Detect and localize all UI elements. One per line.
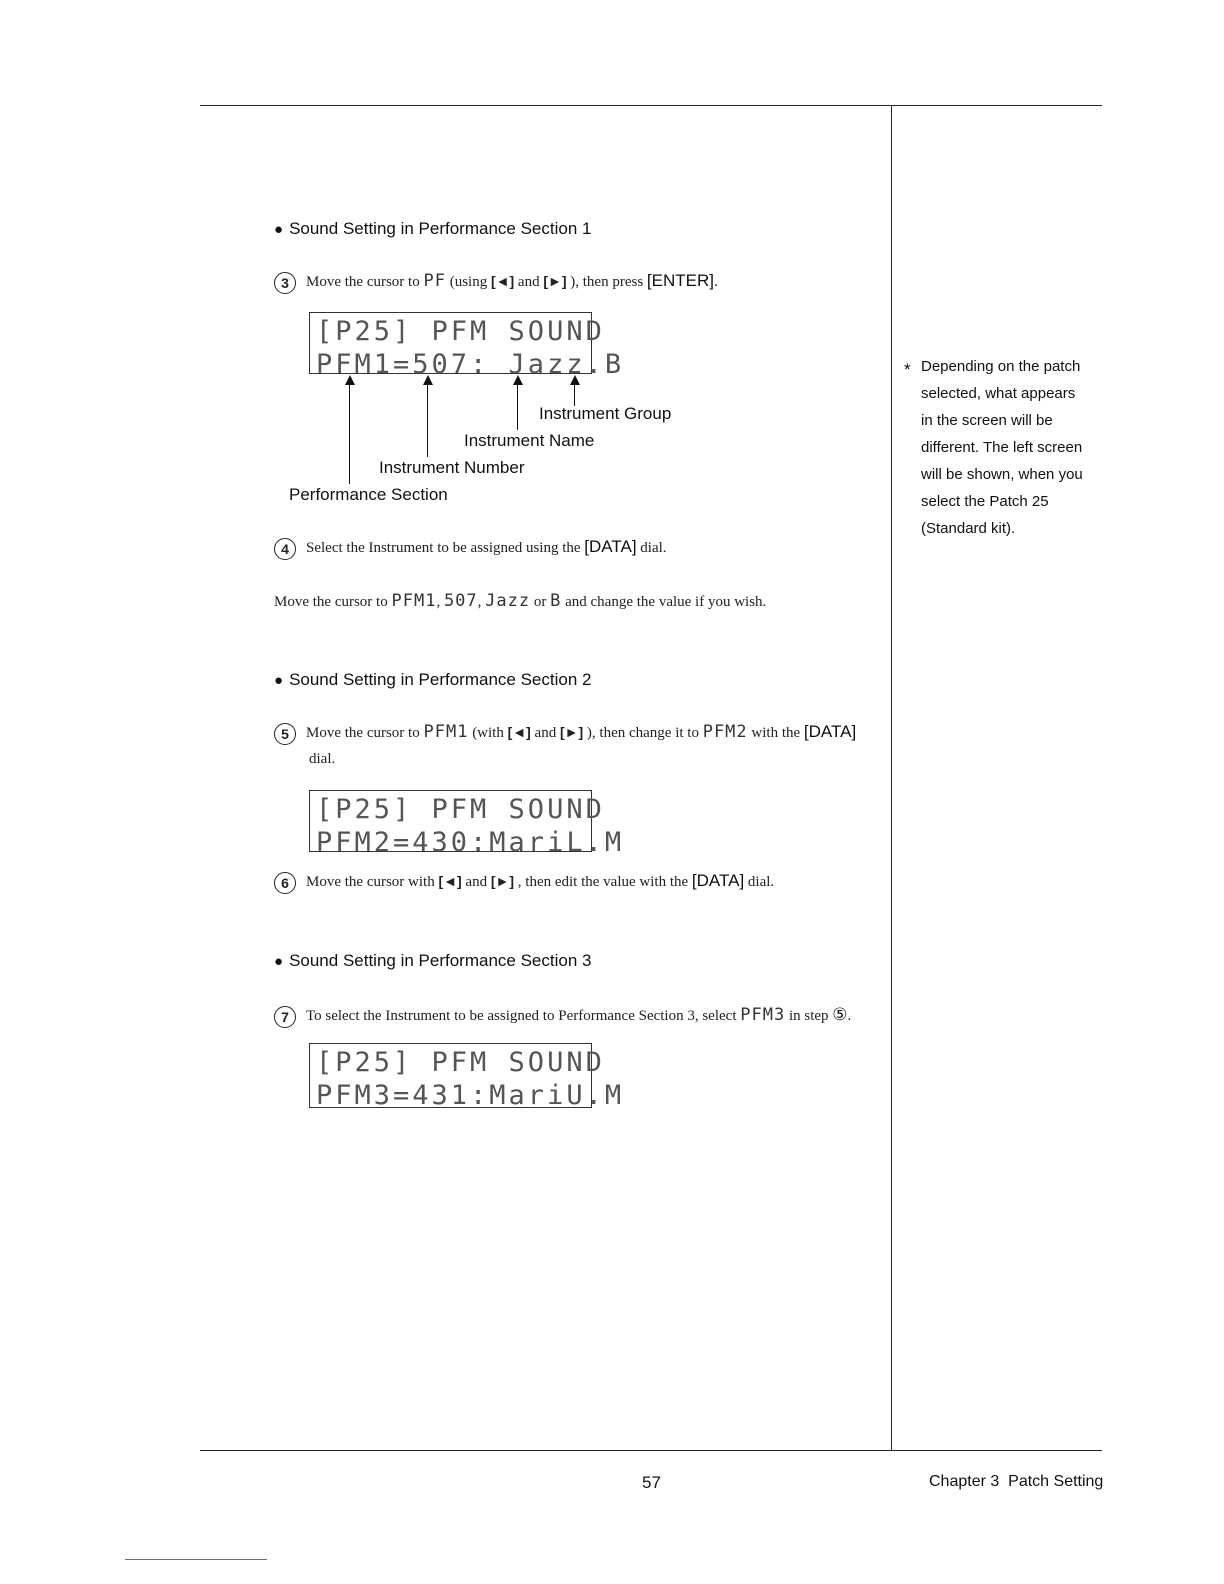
arrow-up-icon	[423, 375, 433, 385]
top-rule	[200, 105, 1102, 106]
sidenote-line: selected, what appears	[921, 385, 1076, 402]
step-number-6: 6	[274, 872, 296, 894]
sidenote-line: (Standard kit).	[921, 520, 1016, 537]
step-number-5: 5	[274, 723, 296, 745]
pointer-line-name	[517, 384, 518, 430]
display-text-pf: PF	[423, 271, 446, 291]
right-cursor-key: [►]	[490, 873, 515, 889]
chapter-footer	[929, 1473, 1103, 1491]
page-edge-rule	[125, 1559, 267, 1560]
arrow-up-icon	[570, 375, 580, 385]
step-5-continued: dial.	[309, 751, 336, 767]
step-3: 3 Move the cursor to PF (using [◄] and [►] ), then press [ENTER].	[274, 271, 718, 294]
lcd-display-2	[309, 790, 625, 858]
label-instrument-name: Instrument Name	[464, 431, 595, 450]
lcd-display-1	[309, 312, 625, 380]
pointer-line-group	[574, 384, 575, 406]
pointer-line-section	[349, 384, 350, 484]
arrow-up-icon	[513, 375, 523, 385]
bullet-icon: ●	[274, 672, 284, 689]
step-7: 7 To select the Instrument to be assigned to Performance Section 3, select PFM3 in step ⑤.	[274, 1005, 851, 1028]
sidenote-line: will be shown, when you	[921, 466, 1083, 483]
step-number-3: 3	[274, 272, 296, 294]
label-performance-section: Performance Section	[289, 485, 448, 504]
bottom-rule	[200, 1450, 1102, 1451]
step-6: 6 Move the cursor with [◄] and [►] , then edit the value with the [DATA] dial.	[274, 871, 774, 894]
sidenote-line: different. The left screen	[921, 439, 1083, 456]
section3-heading: ● Sound Setting in Performance Section 3	[274, 951, 592, 970]
data-dial-label: [DATA]	[691, 871, 745, 890]
sidenote-line: select the Patch 25	[921, 493, 1049, 510]
lcd-line-1: [P25] PFM SOUND	[316, 316, 605, 347]
sidenote-star-icon: *	[904, 360, 911, 379]
right-cursor-key: [►]	[559, 724, 584, 740]
pointer-line-number	[427, 384, 428, 457]
bullet-icon: ●	[274, 221, 284, 238]
step-number-4: 4	[274, 538, 296, 560]
step-reference: ⑤	[832, 1005, 848, 1024]
lcd-display-3	[309, 1043, 625, 1111]
enter-key-label: [ENTER]	[646, 271, 714, 290]
data-dial-label: [DATA]	[584, 537, 637, 556]
lcd-line-2: PFM3=431:MariU.M	[316, 1080, 625, 1111]
paragraph-move-cursor: Move the cursor to PFM1, 507, Jazz or B and change the value if you wish.	[274, 591, 767, 611]
bullet-icon: ●	[274, 953, 284, 970]
lcd-line-1: [P25] PFM SOUND	[316, 1047, 605, 1078]
sidenote-line: in the screen will be	[921, 412, 1053, 429]
lcd-line-1: [P25] PFM SOUND	[316, 794, 605, 825]
chapter-label: Chapter 3	[929, 1473, 1000, 1490]
step-5: 5 Move the cursor to PFM1 (with [◄] and [►] ), then change it to PFM2 with the [DATA]	[274, 722, 856, 745]
left-cursor-key: [◄]	[507, 724, 531, 740]
step-number-7: 7	[274, 1006, 296, 1028]
arrow-up-icon	[345, 375, 355, 385]
sidenote	[921, 353, 1091, 542]
lcd-line-2: PFM2=430:MariL.M	[316, 827, 625, 858]
sidenote-line: Depending on the patch	[921, 358, 1081, 375]
step-4: 4 Select the Instrument to be assigned using the [DATA] dial.	[274, 537, 667, 560]
section2-heading: ● Sound Setting in Performance Section 2	[274, 670, 592, 689]
data-dial-label: [DATA]	[803, 722, 857, 741]
page-number: 57	[642, 1473, 661, 1492]
column-divider	[891, 105, 892, 1450]
chapter-title: Patch Setting	[1008, 1473, 1104, 1490]
lcd-line-2: PFM1=507: Jazz.B	[316, 349, 625, 380]
right-cursor-key: [►]	[543, 273, 567, 289]
left-cursor-key: [◄]	[490, 273, 515, 289]
label-instrument-group: Instrument Group	[539, 404, 672, 423]
label-instrument-number: Instrument Number	[379, 458, 525, 477]
left-cursor-key: [◄]	[438, 873, 462, 889]
section1-heading: ● Sound Setting in Performance Section 1	[274, 219, 592, 238]
